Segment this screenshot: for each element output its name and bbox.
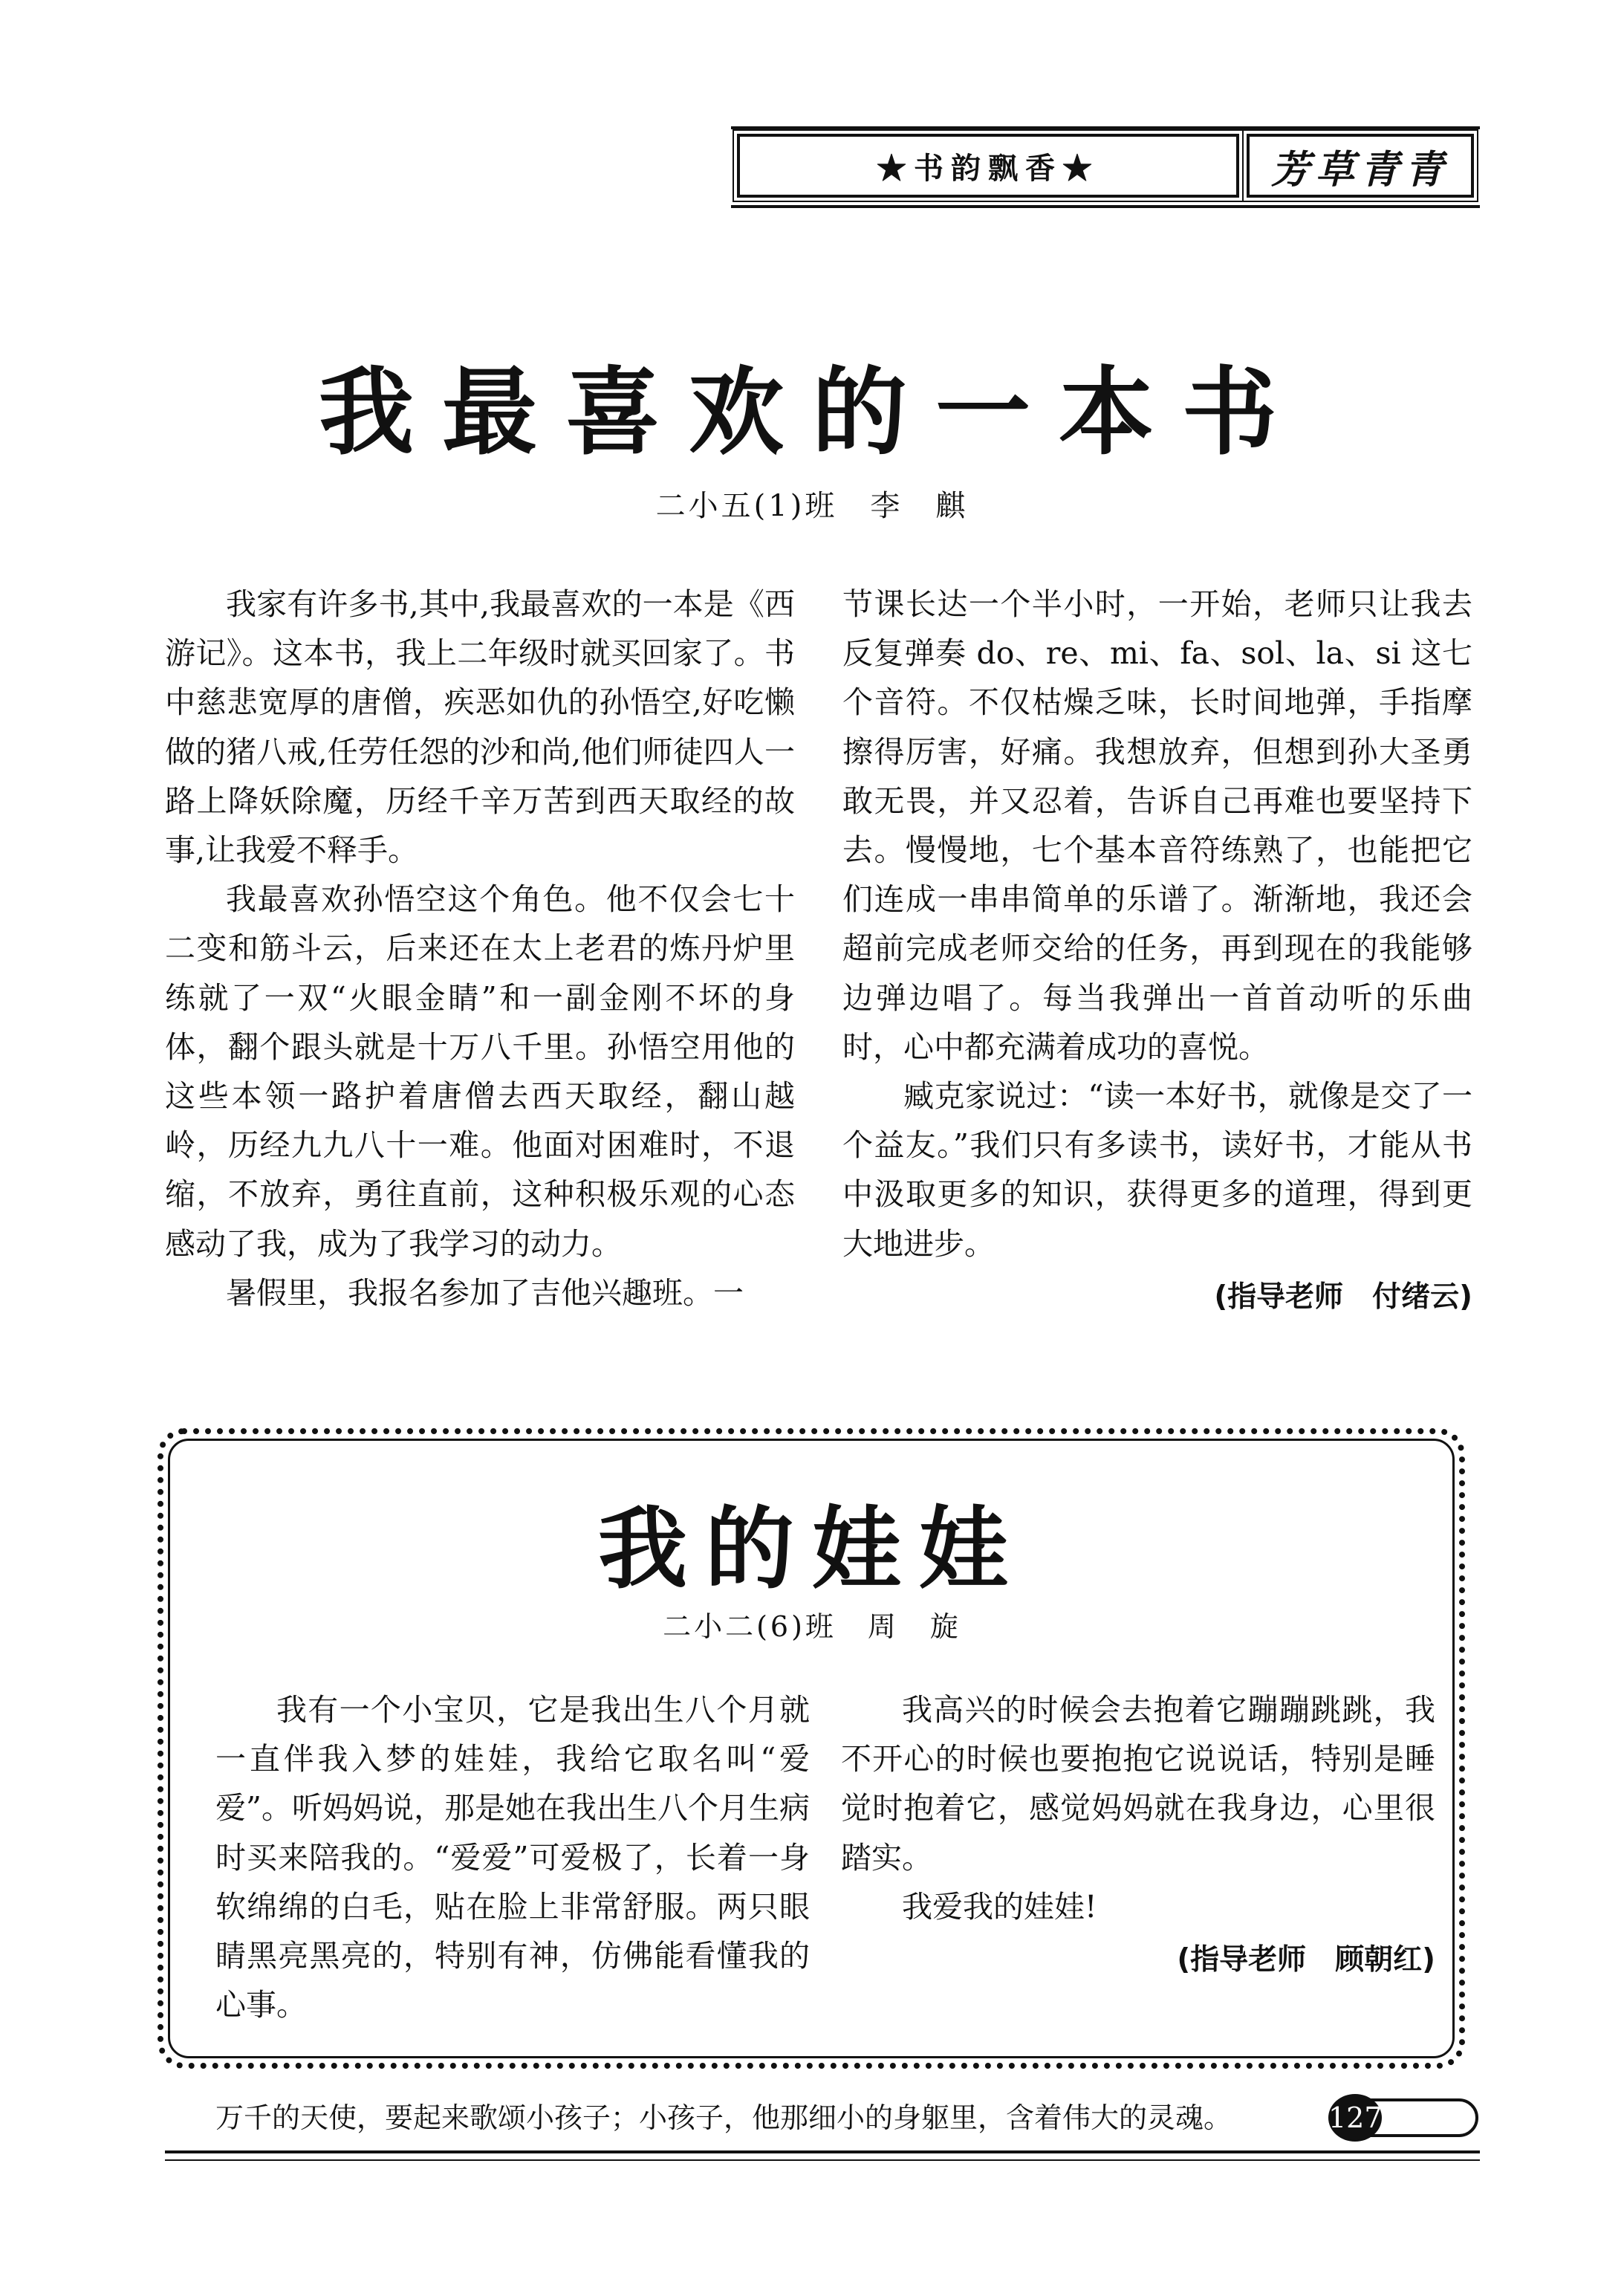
article1-left-column	[165, 580, 795, 1317]
footer-rule	[165, 2150, 1480, 2153]
article2-signature: (指导老师 顾朝红)	[1177, 1943, 1435, 1977]
article1-paragraph: 节课长达一个半小时，一开始，老师只让我去反复弹奏 do、re、mi、fa、sol、la、si 这七个音符。不仅枯燥乏味，长时间地弹，手指摩擦得厉害，好痛。我想放弃，但想到孙大圣勇敢无畏，并又忍着，告诉自己再难也要坚持下去。慢慢地，七个基本音符练熟了，也能把它们连成一串串简单的乐谱了。渐渐地，我还会超前完成老师交给的任务，再到现在的我能够边弹边唱了。每当我弹出一首首动听的乐曲时，心中都充满着成功的喜悦。	[842, 586, 1472, 1065]
section-banner	[737, 134, 1239, 198]
article2-paragraph: 我高兴的时候会去抱着它蹦蹦跳跳，我不开心的时候也要抱抱它说说话，特别是睡觉时抱着它，感觉妈妈就在我身边，心里很踏实。	[841, 1692, 1435, 1876]
column-name-label: 芳草青青	[1270, 146, 1449, 192]
article2-right-column	[841, 1685, 1435, 1985]
article1-byline: 二小五(1)班 李 麒	[655, 489, 969, 523]
article2-byline: 二小二(6)班 周 旋	[663, 1610, 961, 1643]
article1-title: 我最喜欢的一本书	[318, 357, 1305, 468]
page-number: 127	[1328, 2094, 1382, 2142]
footer-quote: 万千的天使，要起来歌颂小孩子；小孩子，他那细小的身躯里，含着伟大的灵魂。	[215, 2101, 1232, 2134]
article1-paragraph: 暑假里，我报名参加了吉他兴趣班。一	[226, 1274, 744, 1311]
article1-right-column	[842, 580, 1472, 1322]
section-banner-label: ★书韵飘香★	[877, 150, 1100, 186]
article2-paragraph: 我爱我的娃娃!	[902, 1888, 1097, 1925]
column-name-box	[1247, 134, 1474, 198]
article1-paragraph: 我最喜欢孙悟空这个角色。他不仅会七十二变和筋斗云，后来还在太上老君的炼丹炉里练就了一双“火眼金睛”和一副金刚不坏的身体，翻个跟头就是十万八千里。孙悟空用他的这些本领一路护着唐僧去西天取经，翻山越岭，历经九九八十一难。他面对困难时，不退缩，不放弃，勇往直前，这种积极乐观的心态感动了我，成为了我学习的动力。	[165, 881, 795, 1262]
article2-left-column	[215, 1685, 810, 2029]
header-rule-top	[731, 126, 1480, 129]
header-rule-bottom	[731, 205, 1480, 208]
article1-signature: (指导老师 付绪云)	[1214, 1280, 1472, 1314]
article2-paragraph: 我有一个小宝贝，它是我出生八个月就一直伴我入梦的娃娃，我给它取名叫“爱爱”。听妈妈说，那是她在我出生八个月生病时买来陪我的。“爱爱”可爱极了，长着一身软绵绵的白毛，贴在脸上非常舒服。两只眼睛黑亮黑亮的，特别有神，仿佛能看懂我的心事。	[215, 1692, 810, 2023]
article1-paragraph: 我家有许多书,其中,我最喜欢的一本是《西游记》。这本书，我上二年级时就买回家了。书中慈悲宽厚的唐僧，疾恶如仇的孙悟空,好吃懒做的猪八戒,任劳任怨的沙和尚,他们师徒四人一路上降妖除魔，历经千辛万苦到西天取经的故事,让我爱不释手。	[165, 586, 795, 869]
footer-rule-thin	[165, 2159, 1480, 2161]
article1-paragraph: 臧克家说过：“读一本好书，就像是交了一个益友。”我们只有多读书，读好书，才能从书中汲取更多的知识，获得更多的道理，得到更大地进步。	[842, 1078, 1472, 1262]
article2-title: 我的娃娃	[598, 1497, 1026, 1601]
